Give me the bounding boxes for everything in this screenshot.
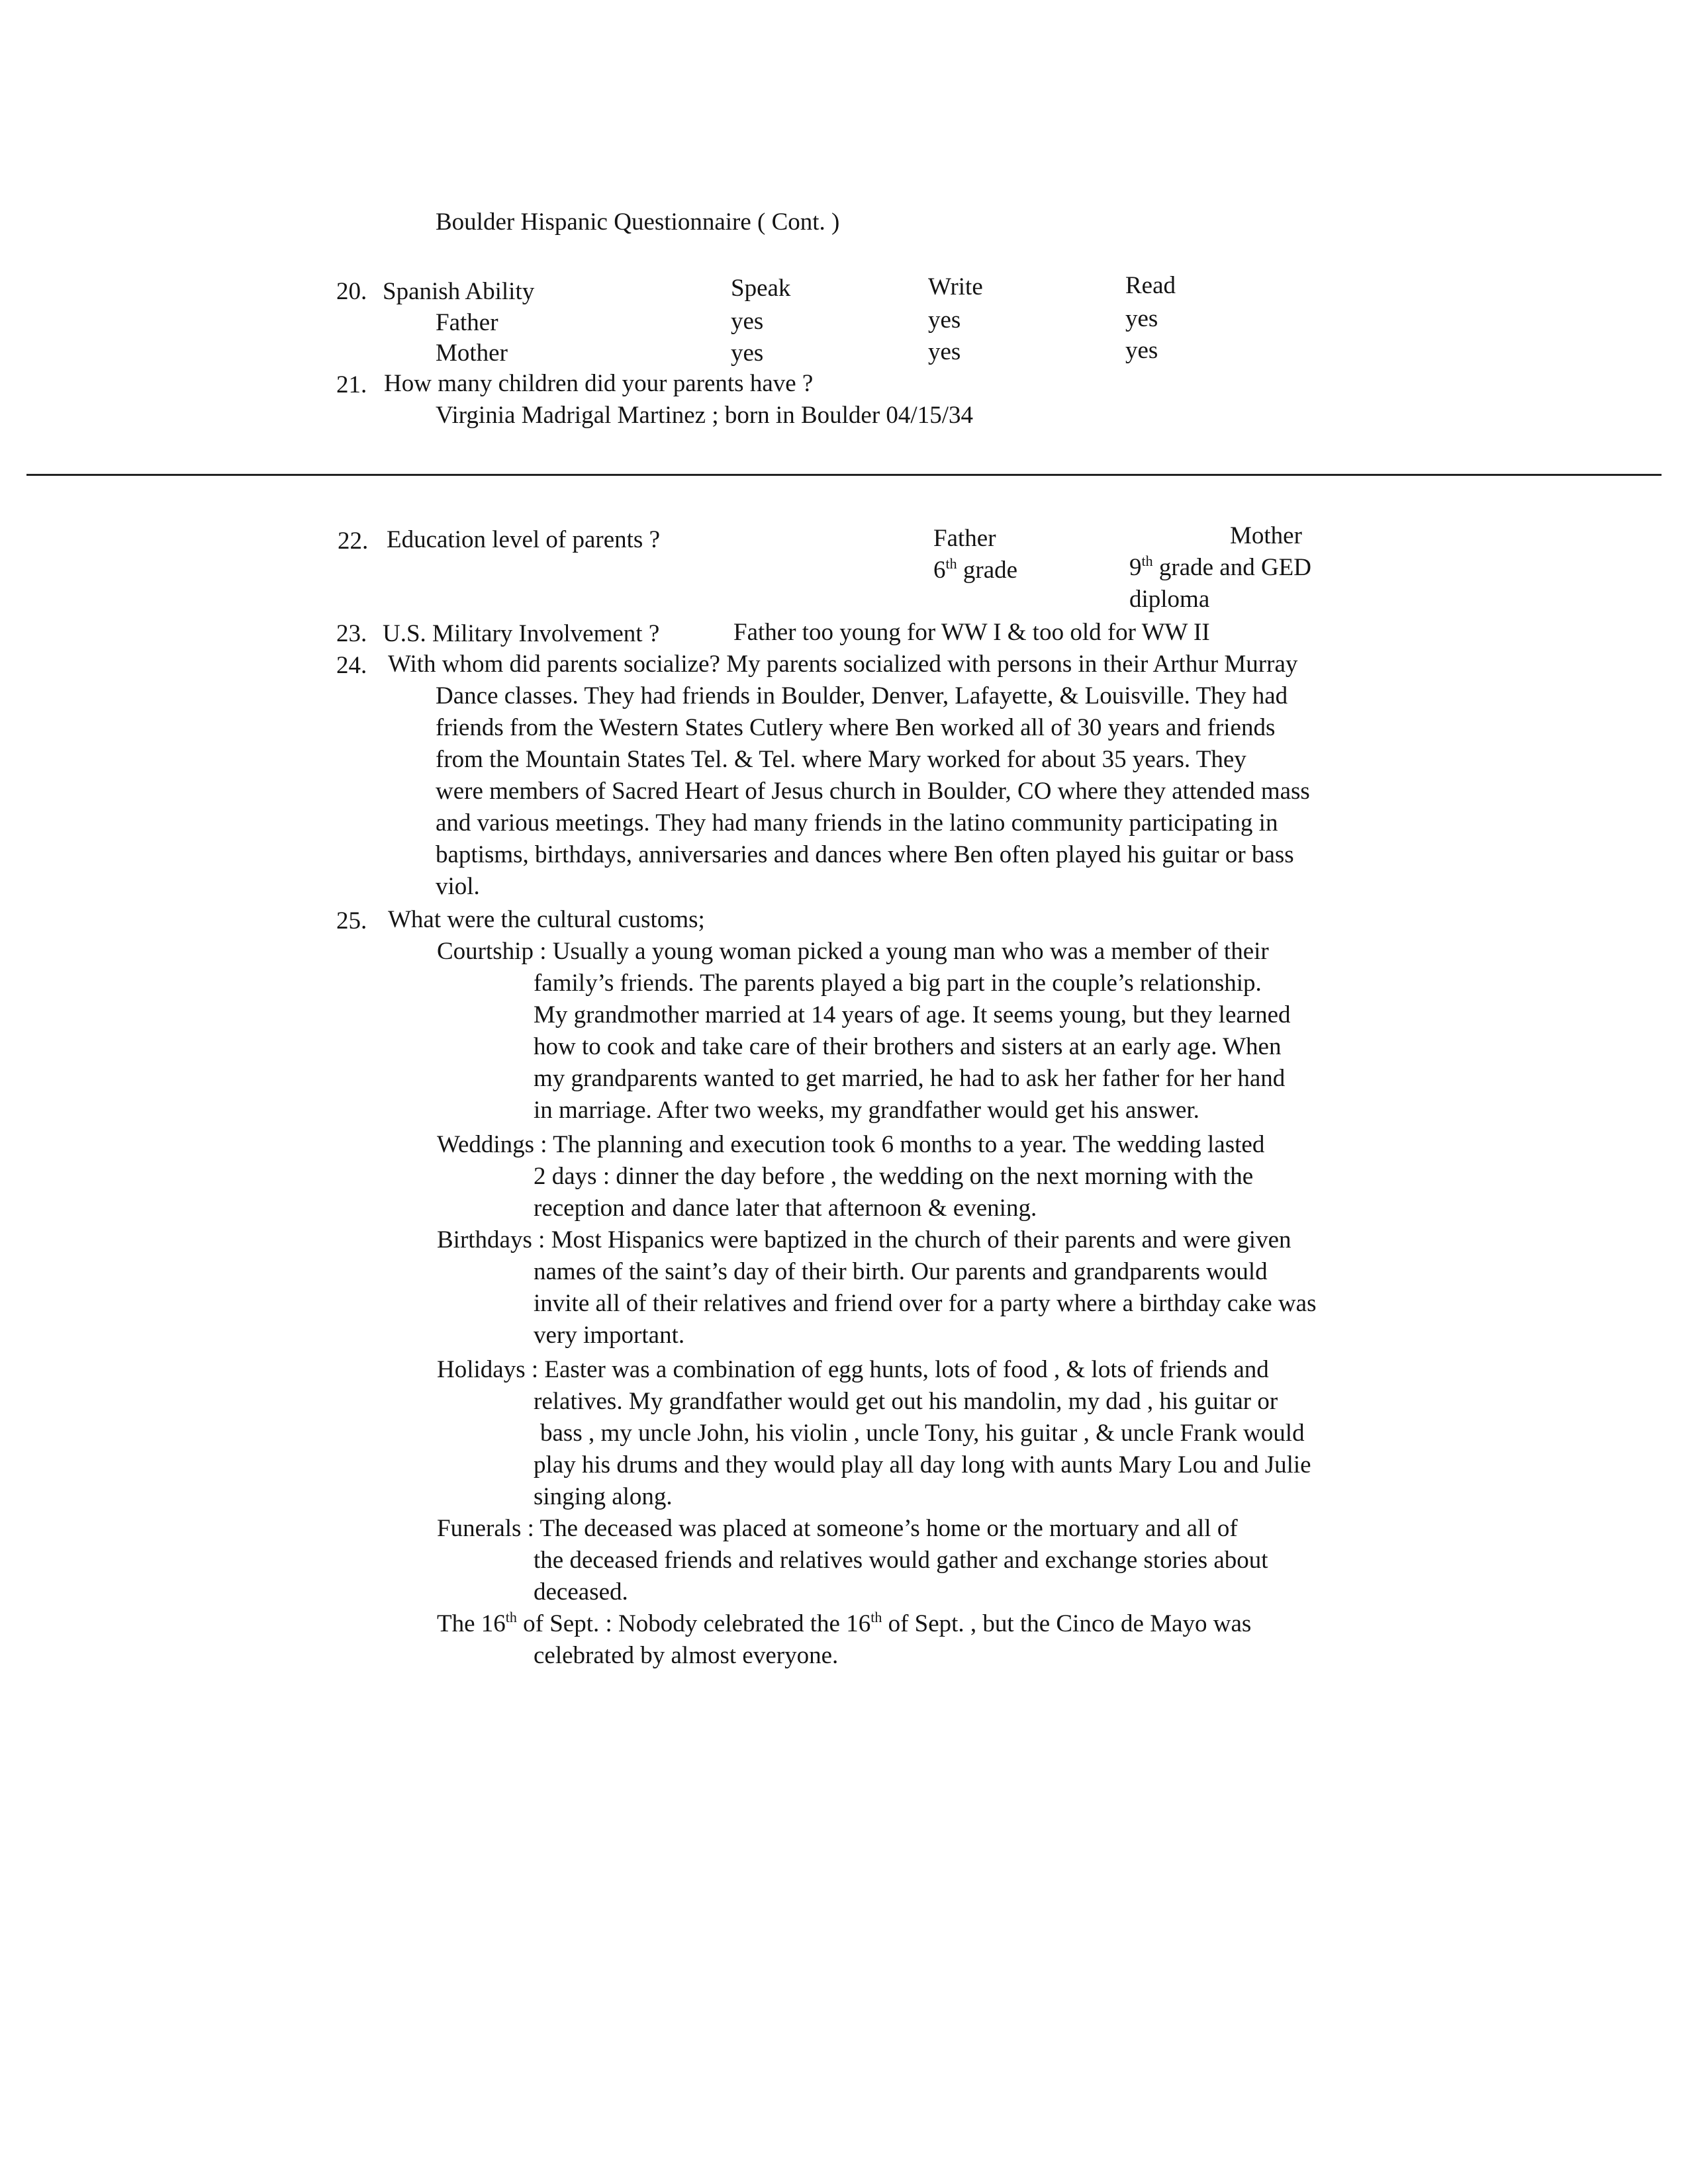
- q20-mother-write: yes: [928, 338, 961, 365]
- courtship-line: family’s friends. The parents played a big part in the couple’s relationship.: [534, 970, 1262, 997]
- q22-mother-label: Mother: [1230, 522, 1302, 549]
- q24-line: from the Mountain States Tel. & Tel. where Mary worked for about 35 years. They: [436, 746, 1246, 773]
- sept16-line: celebrated by almost everyone.: [534, 1642, 839, 1669]
- q20-col-write: Write: [928, 273, 983, 300]
- q22-father-label: Father: [933, 525, 996, 552]
- courtship-line: how to cook and take care of their brothers and sisters at an early age. When: [534, 1033, 1282, 1060]
- q20-row-father: Father: [436, 309, 498, 336]
- q24-line: and various meetings. They had many friends in the latino community participating in: [436, 809, 1278, 837]
- courtship-line: My grandmother married at 14 years of age. It seems young, but they learned: [534, 1001, 1291, 1028]
- holidays-line: bass , my uncle John, his violin , uncle Tony, his guitar , & uncle Frank would: [540, 1420, 1305, 1447]
- q20-number: 20.: [336, 278, 367, 305]
- sept16-line: The 16th of Sept. : Nobody celebrated the 16th of Sept. , but the Cinco de Mayo was: [437, 1609, 1252, 1637]
- holidays-line: play his drums and they would play all day long with aunts Mary Lou and Julie: [534, 1451, 1311, 1479]
- q22-mother-grade: 9th grade and GED: [1129, 553, 1312, 581]
- holidays-line: relatives. My grandfather would get out his mandolin, my dad , his guitar or: [534, 1388, 1278, 1415]
- q25-number: 25.: [336, 907, 367, 934]
- q20-father-speak: yes: [731, 308, 764, 335]
- weddings-line: 2 days : dinner the day before , the wedding on the next morning with the: [534, 1163, 1254, 1190]
- q20-label: Spanish Ability: [383, 278, 535, 305]
- q20-father-write: yes: [928, 306, 961, 334]
- q22-father-grade: 6th grade: [933, 555, 1018, 584]
- page-title: Boulder Hispanic Questionnaire ( Cont. ): [436, 208, 840, 236]
- q20-col-speak: Speak: [731, 275, 791, 302]
- q24-line: friends from the Western States Cutlery where Ben worked all of 30 years and friends: [436, 714, 1276, 741]
- horizontal-divider: [26, 474, 1662, 476]
- courtship-line: in marriage. After two weeks, my grandfather would get his answer.: [534, 1097, 1199, 1124]
- q21-answer: Virginia Madrigal Martinez ; born in Boulder 04/15/34: [436, 402, 973, 429]
- q20-row-mother: Mother: [436, 340, 508, 367]
- q20-father-read: yes: [1125, 305, 1158, 332]
- q24-line: Dance classes. They had friends in Boulder, Denver, Lafayette, & Louisville. They had: [436, 682, 1288, 709]
- q22-question: Education level of parents ?: [387, 526, 660, 553]
- q24-line: were members of Sacred Heart of Jesus church in Boulder, CO where they attended mass: [436, 778, 1310, 805]
- birthdays-line: Birthdays : Most Hispanics were baptized in the church of their parents and were given: [437, 1226, 1291, 1253]
- q22-number: 22.: [338, 527, 369, 555]
- funerals-line: Funerals : The deceased was placed at someone’s home or the mortuary and all of: [437, 1515, 1238, 1542]
- funerals-line: the deceased friends and relatives would gather and exchange stories about: [534, 1547, 1268, 1574]
- q20-col-read: Read: [1125, 272, 1176, 299]
- birthdays-line: names of the saint’s day of their birth. Our parents and grandparents would: [534, 1258, 1268, 1285]
- q24-number: 24.: [336, 652, 367, 679]
- q23-number: 23.: [336, 620, 367, 647]
- q23-answer: Father too young for WW I & too old for WW II: [733, 619, 1210, 646]
- birthdays-line: invite all of their relatives and friend over for a party where a birthday cake was: [534, 1290, 1317, 1317]
- q24-line: baptisms, birthdays, anniversaries and dances where Ben often played his guitar or bass: [436, 841, 1294, 868]
- q20-mother-speak: yes: [731, 340, 764, 367]
- holidays-line: Holidays : Easter was a combination of egg hunts, lots of food , & lots of friends and: [437, 1356, 1269, 1383]
- q25-question: What were the cultural customs;: [388, 906, 705, 933]
- q21-question: How many children did your parents have ?: [384, 370, 814, 397]
- q20-mother-read: yes: [1125, 337, 1158, 364]
- courtship-line: my grandparents wanted to get married, he had to ask her father for her hand: [534, 1065, 1286, 1092]
- holidays-line: singing along.: [534, 1483, 673, 1510]
- q24-line: With whom did parents socialize? My parents socialized with persons in their Arthur Murray: [388, 651, 1298, 678]
- weddings-line: reception and dance later that afternoon & evening.: [534, 1195, 1037, 1222]
- funerals-line: deceased.: [534, 1578, 628, 1606]
- birthdays-line: very important.: [534, 1322, 685, 1349]
- q21-number: 21.: [336, 371, 367, 398]
- q22-mother-grade-line2: diploma: [1129, 586, 1210, 613]
- weddings-line: Weddings : The planning and execution took 6 months to a year. The wedding lasted: [437, 1131, 1265, 1158]
- courtship-line: Courtship : Usually a young woman picked a young man who was a member of their: [437, 938, 1269, 965]
- q23-question: U.S. Military Involvement ?: [383, 620, 660, 647]
- q24-line: viol.: [436, 873, 480, 900]
